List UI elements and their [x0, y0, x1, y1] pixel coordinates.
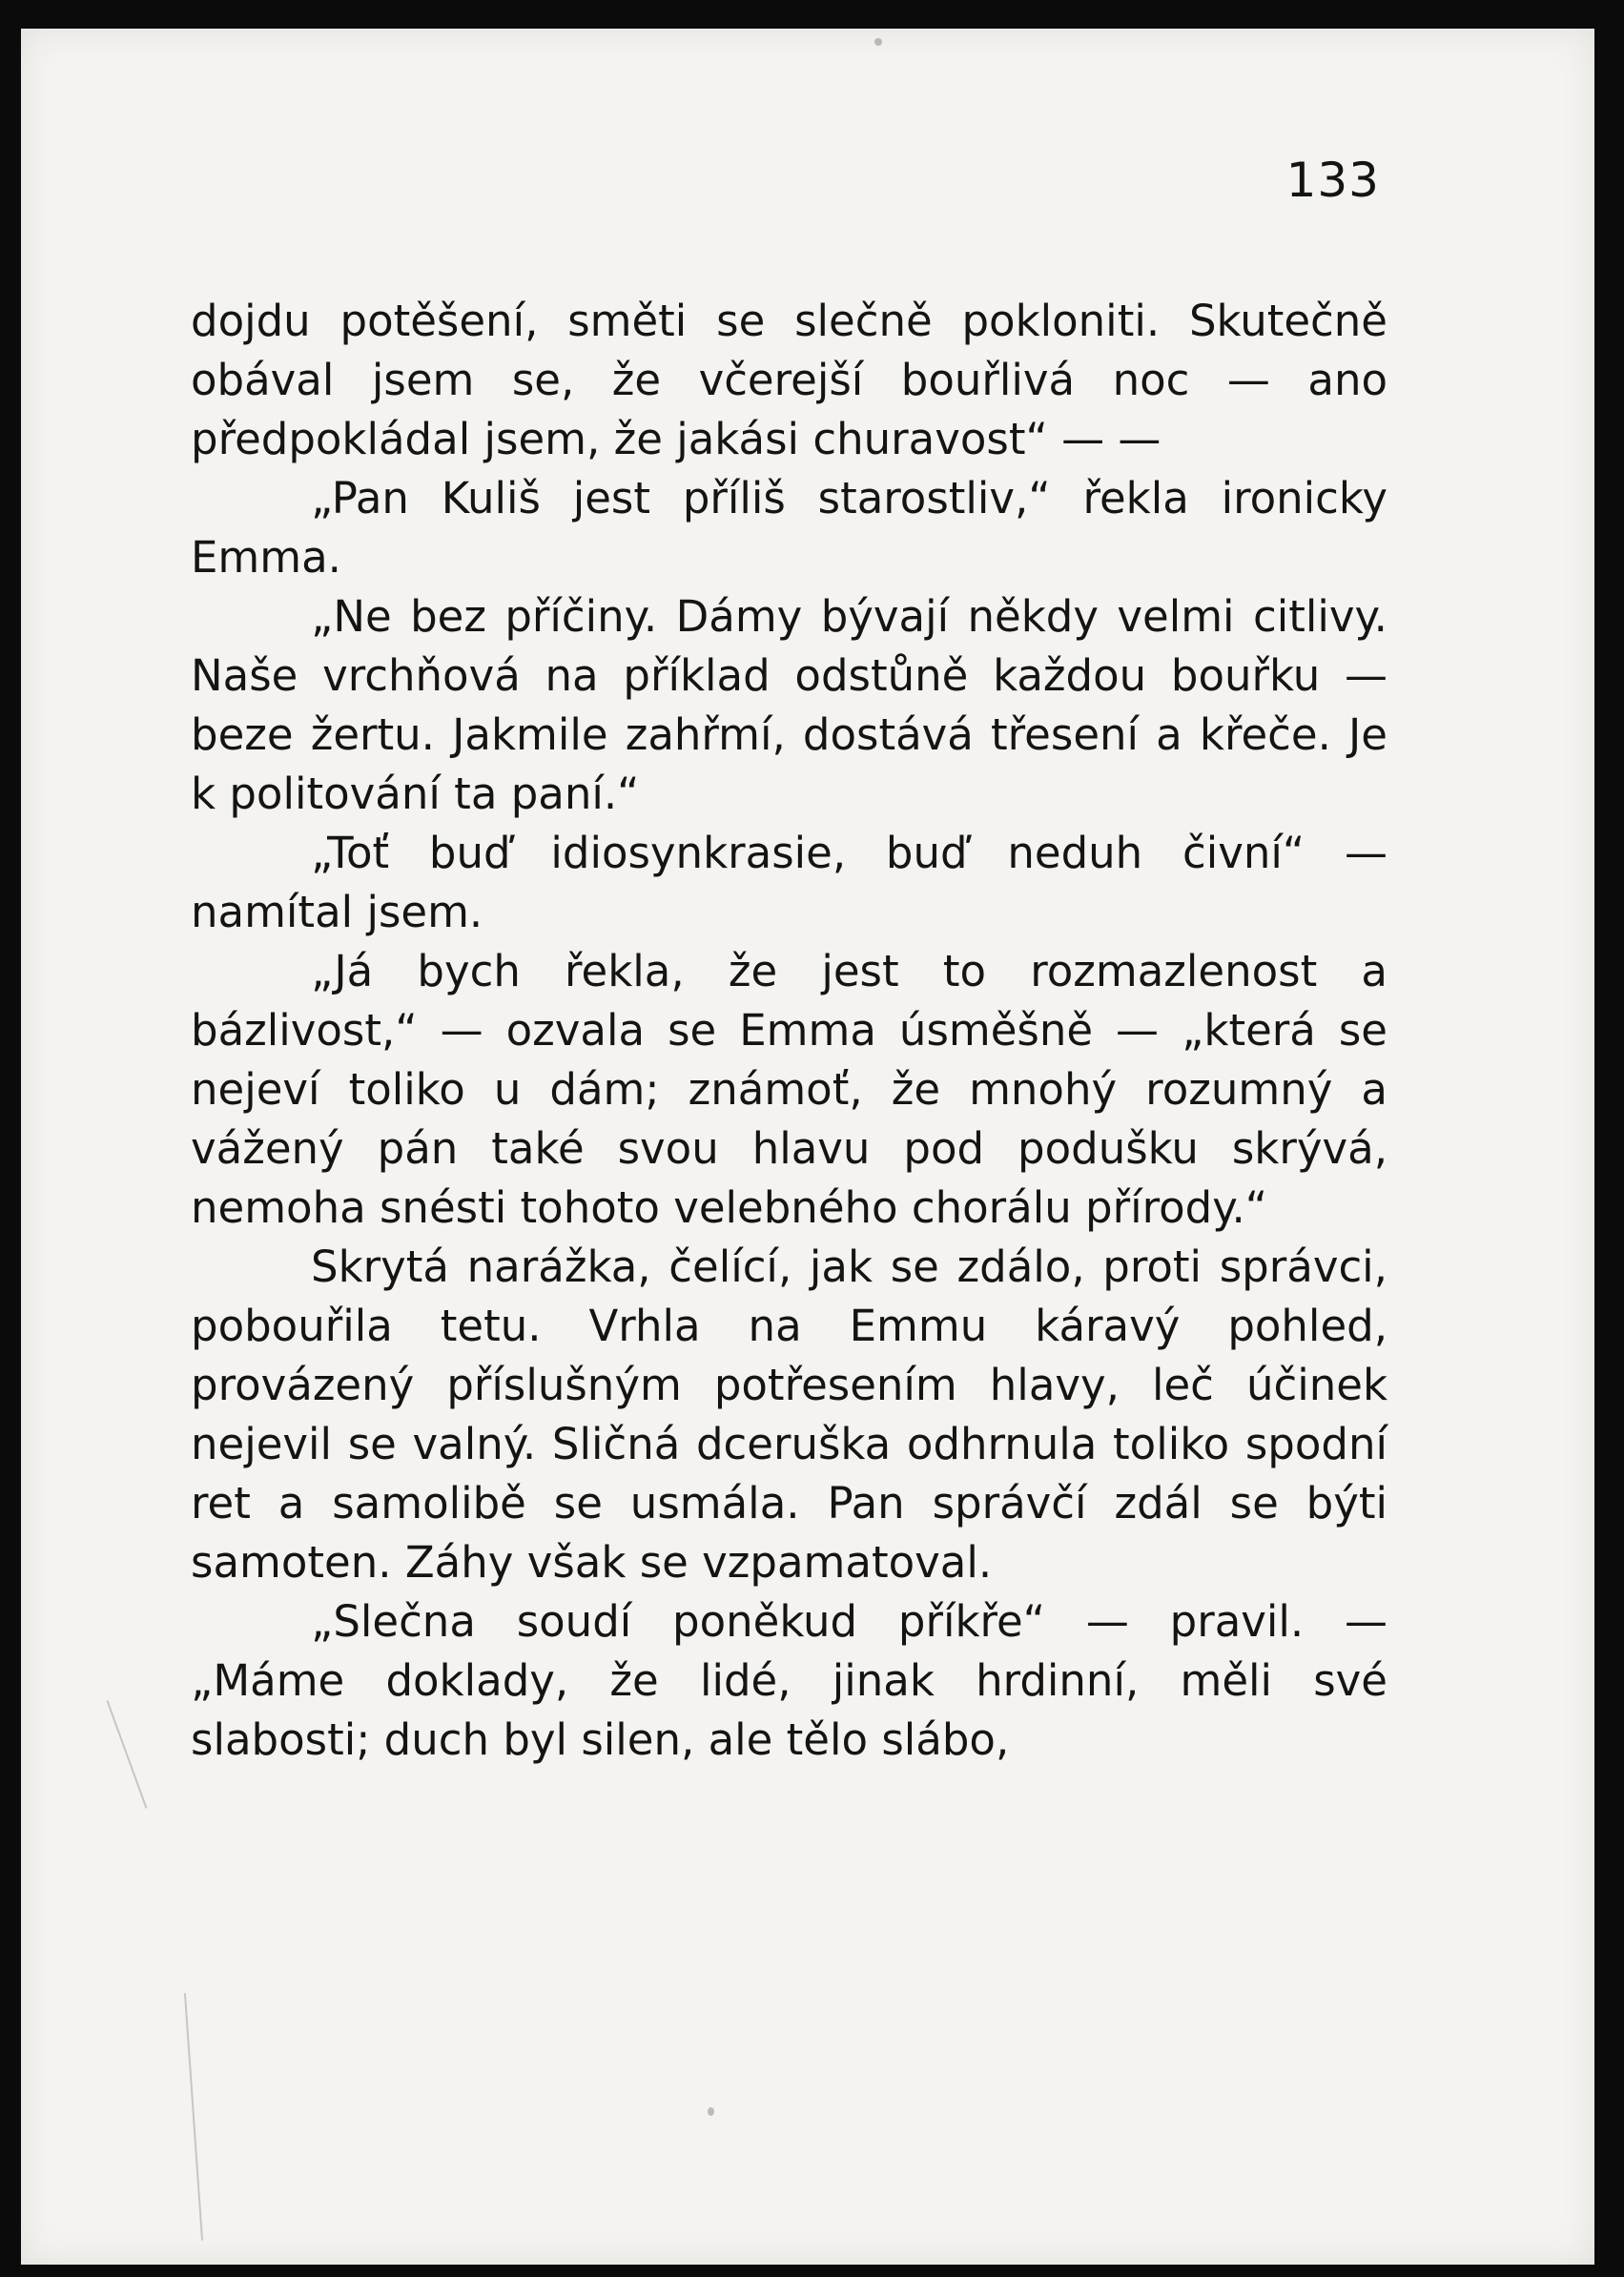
book-page [21, 29, 1594, 2265]
paragraph: „Ne bez příčiny. Dámy bývají někdy velmi citlivy. Naše vrchňová na příklad odstůně každou bouřku — beze žertu. Jakmile zahřmí, dostává třesení a křeče. Je k politování ta paní.“ [191, 591, 1388, 819]
page-number: 133 [1285, 153, 1380, 208]
paper-speck [874, 38, 882, 46]
paper-scratch [107, 1700, 148, 1808]
paragraph: „Pan Kuliš jest příliš starostliv,“ řekla ironicky Emma. [191, 473, 1388, 583]
body-text [191, 292, 1388, 1770]
paper-speck [708, 2107, 714, 2116]
paragraph: „Toť buď idiosynkrasie, buď neduh čivní“ — namítal jsem. [191, 828, 1388, 937]
paragraph: „Slečna soudí poněkud příkře“ — pravil. — „Máme doklady, že lidé, jinak hrdinní, měli své slabosti; duch byl silen, ale tělo slábo, [191, 1596, 1388, 1765]
paper-scratch [184, 1993, 203, 2241]
paragraph: Skrytá narážka, čelící, jak se zdálo, proti správci, pobouřila tetu. Vrhla na Emmu káravý pohled, provázený příslušným potřesením hlavy, leč účinek nejevil se valný. Sličná dceruška odhrnula toliko spodní ret a samolibě se usmála. Pan správčí zdál se býti samoten. Záhy však se vzpamatoval. [191, 1241, 1388, 1588]
paragraph: dojdu potěšení, směti se slečně pokloniti. Skutečně obával jsem se, že včerejší bouřlivá noc — ano předpokládal jsem, že jakási churavost“ — — [191, 296, 1388, 464]
paragraph: „Já bych řekla, že jest to rozmazlenost a bázlivost,“ — ozvala se Emma úsměšně — „která se nejeví toliko u dám; známoť, že mnohý rozumný a vážený pán také svou hlavu pod podušku skrývá, nemoha snésti tohoto velebného chorálu přírody.“ [191, 946, 1388, 1233]
